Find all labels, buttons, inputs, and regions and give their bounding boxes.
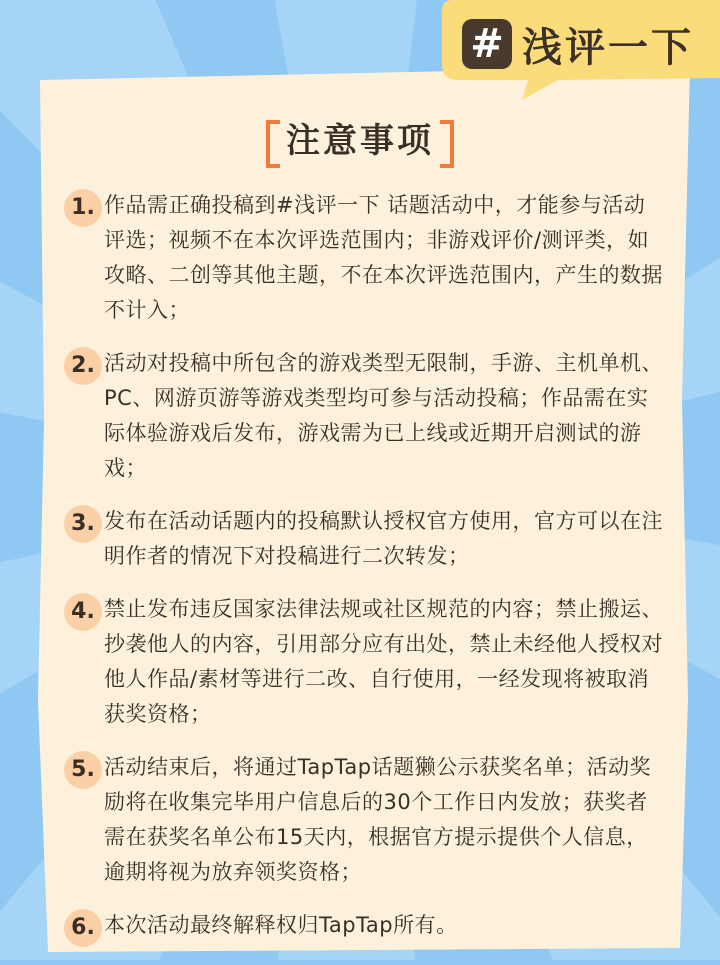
item-text: 禁止发布违反国家法律法规或社区规范的内容；禁止搬运、抄袭他人的内容，引用部分应有出处，禁止未经他人授权对他人作品/素材等进行二改、自行使用，一经发现将被取消获奖资格； [104, 597, 663, 726]
item-number-badge: 5. [64, 751, 102, 789]
item-text: 作品需正确投稿到#浅评一下 话题活动中，才能参与活动评选；视频不在本次评选范围内；非游戏评价/测评类，如攻略、二创等其他主题，不在本次评选范围内，产生的数据不计入； [104, 193, 663, 322]
list-item [64, 908, 664, 947]
list-item [64, 504, 664, 574]
list-item [64, 346, 664, 486]
notice-list [64, 188, 664, 965]
hashtag-text: 浅评一下 [522, 24, 694, 71]
item-text: 本次活动最终解释权归TapTap所有。 [104, 913, 458, 937]
item-number-badge: 2. [64, 347, 102, 385]
page-title: 注意事项 [264, 116, 456, 166]
list-item [64, 592, 664, 732]
item-number-badge: 3. [64, 505, 102, 543]
hash-icon: # [462, 19, 512, 69]
hashtag-label [438, 0, 720, 100]
item-number-badge: 1. [64, 189, 102, 227]
list-item [64, 750, 664, 890]
title-area [0, 116, 720, 166]
item-text: 发布在活动话题内的投稿默认授权官方使用，官方可以在注明作者的情况下对投稿进行二次转发； [104, 509, 663, 568]
item-text: 活动结束后，将通过TapTap话题獭公示获奖名单；活动奖励将在收集完毕用户信息后的30个工作日内发放；获奖者需在获奖名单公布15天内，根据官方提示提供个人信息，逾期将视为放弃领奖资格； [104, 755, 652, 884]
item-text: 活动对投稿中所包含的游戏类型无限制，手游、主机单机、PC、网游页游等游戏类型均可参与活动投稿；作品需在实际体验游戏后发布，游戏需为已上线或近期开启测试的游戏； [104, 351, 663, 480]
item-number-badge: 4. [64, 593, 102, 631]
item-number-badge: 6. [64, 909, 102, 947]
list-item [64, 188, 664, 328]
